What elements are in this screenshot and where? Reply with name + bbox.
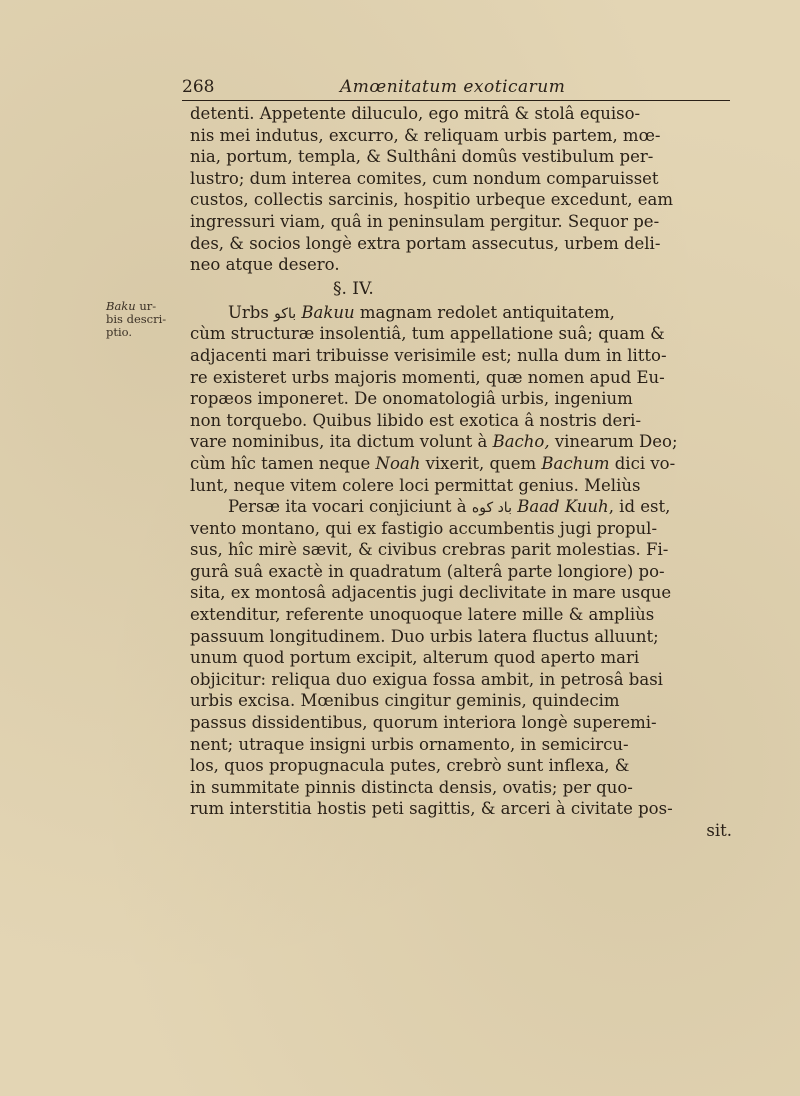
section-heading: §. IV. — [333, 278, 374, 299]
text-line: urbis excisa. Mœnibus cingitur geminis, quindecim — [190, 691, 620, 711]
arabic-word: باد کوه — [471, 500, 512, 517]
text-line: custos, collectis sarcinis, hospitio urbeque excedunt, eam — [190, 190, 674, 210]
text-line: des, & socios longè extra portam assecutus, urbem deli- — [190, 233, 661, 253]
text-line: nent; utraque insigni urbis ornamento, in semicircu- — [190, 734, 629, 754]
text-line: detenti. Appetente diluculo, ego mitrâ & stolâ equiso- — [190, 104, 641, 123]
text-line: in summitate pinnis distincta densis, ovatis; per quo- — [190, 777, 633, 797]
text-line: gurâ suâ exactè in quadratum (alterâ parte longiore) po- — [190, 561, 665, 581]
text-line: sita, ex montosâ adjacentis jugi declivitate in mare usque — [190, 583, 672, 603]
text-line: neo atque desero. — [190, 255, 340, 275]
text-line: ingressuri viam, quâ in peninsulam pergitur. Sequor pe- — [190, 211, 660, 231]
text-line: objicitur: reliqua duo exigua fossa ambit, in petrosâ basi — [190, 669, 663, 689]
text-line: lustro; dum interea comites, cum nondum comparuisset — [190, 168, 659, 188]
text-line: los, quos propugnacula putes, crebrò sunt inflexa, & — [190, 756, 630, 776]
body-text — [190, 103, 750, 842]
page-header — [182, 70, 730, 101]
text-line: extenditur, referente unoquoque latere mille & ampliùs — [190, 605, 655, 625]
text-line: non torquebo. Quibus libido est exotica â nostris deri- — [190, 410, 642, 430]
text-line: sit. — [706, 821, 732, 840]
text-line: vento montano, qui ex fastigio accumbentis jugi propul- — [190, 518, 658, 538]
text-line: passus dissidentibus, quorum interiora longè superemi- — [190, 713, 657, 733]
text-line: passuum longitudinem. Duo urbis latera fluctus alluunt; — [190, 626, 659, 646]
margin-note-line-1: Baku ur- — [106, 299, 157, 313]
text-line: vare nominibus, ita dictum volunt à Bacho, vinearum Deo; — [190, 432, 678, 452]
running-title: Amœnitatum exoticarum — [340, 77, 566, 97]
text-line: cùm hîc tamen neque Noah vixerit, quem Bachum dici vo- — [190, 453, 676, 473]
text-line: lunt, neque vitem colere loci permittat genius. Meliùs — [190, 475, 641, 495]
text-line: adjacenti mari tribuisse verisimile est; nulla dum in litto- — [190, 345, 667, 365]
margin-note-line-3: ptio. — [106, 325, 133, 339]
arabic-word: باكو — [274, 305, 297, 322]
text-line: sus, hîc mirè sævit, & civibus crebras parit molestias. Fi- — [190, 540, 669, 560]
text-line: unum quod portum excipit, alterum quod aperto mari — [190, 648, 640, 668]
text-line: rum interstitia hostis peti sagittis, & arceri à civitate pos- — [190, 799, 673, 819]
text-line: re existeret urbs majoris momenti, quæ nomen apud Eu- — [190, 367, 665, 387]
text-line: cùm structuræ insolentiâ, tum appellatione suâ; quam & — [190, 324, 665, 344]
text-line: Persæ ita vocari conjiciunt à باد کوه Baad Kuuh, id est, — [228, 497, 671, 517]
text-line: nis mei indutus, excurro, & reliquam urbis partem, mœ- — [190, 125, 661, 145]
margin-note — [106, 300, 166, 339]
page-number: 268 — [182, 77, 215, 97]
margin-note-line-2: bis descri- — [106, 312, 167, 326]
text-line: ropæos imponeret. De onomatologiâ urbis, ingenium — [190, 389, 633, 409]
text-line: Urbs باكو Bakuu magnam redolet antiquitatem, — [228, 302, 615, 322]
text-line: nia, portum, templa, & Sulthâni domûs vestibulum per- — [190, 147, 654, 167]
